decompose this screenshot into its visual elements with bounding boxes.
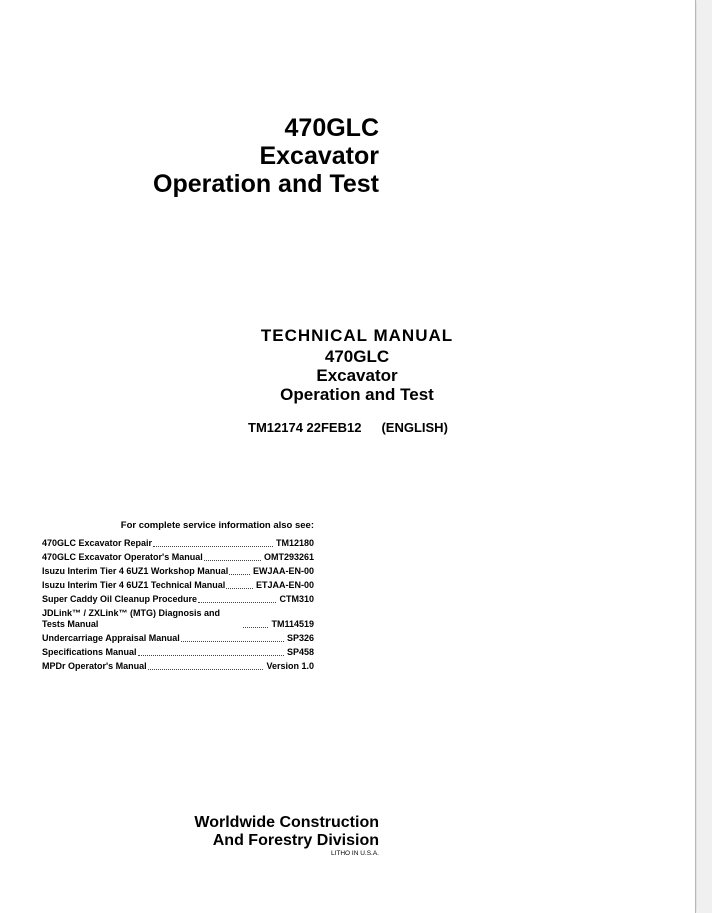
- reference-number: EWJAA-EN-00: [252, 566, 314, 576]
- reference-title: Specifications Manual: [42, 647, 137, 657]
- reference-number: TM114519: [271, 619, 314, 629]
- division-line-2: And Forestry Division: [212, 832, 379, 849]
- leader-dots: [226, 588, 253, 589]
- leader-dots: [138, 655, 284, 656]
- cover-subject: Operation and Test: [153, 170, 379, 198]
- technical-manual-heading: TECHNICAL MANUAL: [260, 326, 454, 345]
- reference-title: MPDr Operator's Manual: [42, 661, 147, 671]
- reference-title: 470GLC Excavator Repair: [42, 538, 153, 548]
- reference-item: [42, 647, 314, 658]
- reference-item: [42, 661, 314, 672]
- reference-title: Isuzu Interim Tier 4 6UZ1 Workshop Manual: [42, 566, 229, 576]
- manual-model: 470GLC: [324, 347, 390, 366]
- reference-number: OMT293261: [263, 552, 314, 562]
- reference-title: Super Caddy Oil Cleanup Procedure: [42, 594, 198, 604]
- reference-title: JDLink™ / ZXLink™ (MTG) Diagnosis and Tests Manual: [42, 608, 221, 629]
- reference-number: ETJAA-EN-00: [255, 580, 314, 590]
- leader-dots: [153, 546, 273, 547]
- manual-identifier: [248, 420, 448, 435]
- reference-number: CTM310: [279, 594, 314, 604]
- leader-dots: [198, 602, 276, 603]
- reference-number: Version 1.0: [266, 661, 314, 671]
- reference-number: SP326: [286, 633, 314, 643]
- reference-item: [42, 580, 314, 591]
- division-block: [194, 814, 379, 858]
- reference-item: [42, 608, 314, 630]
- viewer-gutter: [697, 0, 712, 913]
- reference-item: [42, 538, 314, 549]
- reference-item: [42, 594, 314, 605]
- reference-item: [42, 566, 314, 577]
- reference-title: Undercarriage Appraisal Manual: [42, 633, 180, 643]
- leader-dots: [181, 641, 284, 642]
- reference-title: Isuzu Interim Tier 4 6UZ1 Technical Manual: [42, 580, 226, 590]
- reference-list-heading: For complete service information also see:: [120, 520, 314, 531]
- reference-number: TM12180: [275, 538, 314, 548]
- leader-dots: [229, 574, 250, 575]
- cover-model: 470GLC: [284, 114, 379, 142]
- leader-dots: [243, 627, 268, 628]
- reference-item: [42, 552, 314, 563]
- division-line-1: Worldwide Construction: [194, 814, 379, 831]
- reference-list: [42, 520, 314, 675]
- leader-dots: [148, 669, 264, 670]
- leader-dots: [204, 560, 261, 561]
- cover-machine: Excavator: [259, 142, 379, 170]
- technical-manual-block: [236, 325, 478, 404]
- cover-title: [153, 114, 379, 198]
- manual-id: TM12174 22FEB12: [248, 420, 362, 435]
- reference-title: 470GLC Excavator Operator's Manual: [42, 552, 203, 562]
- reference-number: SP458: [286, 647, 314, 657]
- manual-language: (ENGLISH): [381, 420, 448, 435]
- litho-note: LITHO IN U.S.A.: [330, 850, 379, 857]
- manual-machine: Excavator: [316, 366, 398, 385]
- reference-item: [42, 633, 314, 644]
- manual-subject: Operation and Test: [280, 385, 434, 404]
